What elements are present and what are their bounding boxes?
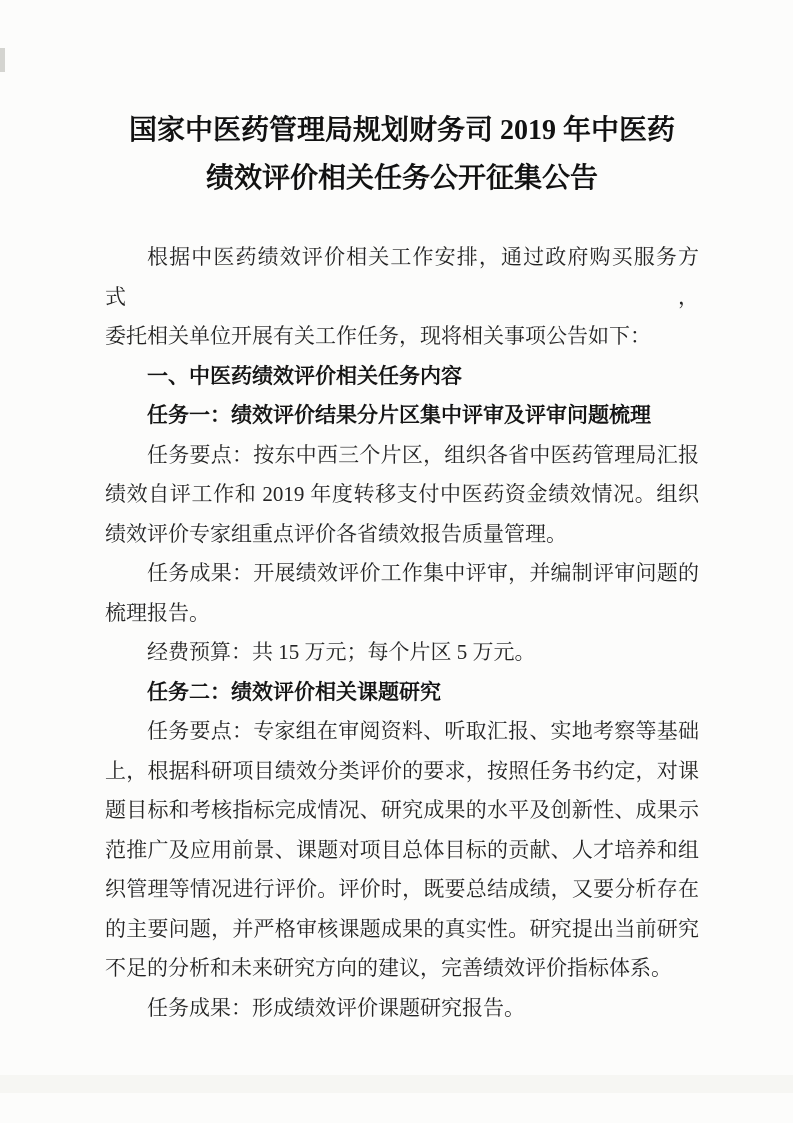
task-2-points-line-6: 的主要问题，并严格审核课题成果的真实性。研究提出当前研究 bbox=[105, 916, 699, 941]
document-content bbox=[105, 0, 699, 1028]
task-1-heading: 任务一：绩效评价结果分片区集中评审及评审问题梳理 bbox=[147, 404, 651, 427]
document-body bbox=[105, 238, 699, 1028]
section-1-heading: 一、中医药绩效评价相关任务内容 bbox=[147, 364, 462, 388]
task-2-points-line-3: 题目标和考核指标完成情况、研究成果的水平及创新性、成果示 bbox=[105, 798, 699, 822]
intro-line-2: 委托相关单位开展有关工作任务，现将相关事项公告如下： bbox=[105, 324, 651, 348]
scan-artifact bbox=[0, 48, 5, 72]
task-1-points-line-1: 任务要点：按东中西三个片区，组织各省中医药管理局汇报 bbox=[147, 442, 699, 467]
task-1-points-line-3: 绩效评价专家组重点评价各省绩效报告质量管理。 bbox=[105, 521, 567, 546]
task-1-points-line-2: 绩效自评工作和 2019 年度转移支付中医药资金绩效情况。组织 bbox=[105, 482, 699, 506]
task-2-points-line-5: 织管理等情况进行评价。评价时，既要总结成绩，又要分析存在 bbox=[105, 877, 699, 901]
scan-shading bbox=[0, 1075, 793, 1093]
task-2-points-line-2: 上，根据科研项目绩效分类评价的要求，按照任务书约定，对课 bbox=[105, 758, 699, 783]
intro-line-1: 根据中医药绩效评价相关工作安排，通过政府购买服务方式， bbox=[105, 245, 699, 309]
document-title bbox=[105, 107, 699, 203]
task-1-result-line-1: 任务成果：开展绩效评价工作集中评审，并编制评审问题的 bbox=[147, 561, 699, 585]
task-2-points-line-7: 不足的分析和未来研究方向的建议，完善绩效评价指标体系。 bbox=[105, 956, 672, 980]
task-2-points-line-4: 范推广及应用前景、课题对项目总体目标的贡献、人才培养和组 bbox=[105, 837, 699, 862]
task-1-budget-line: 经费预算：共 15 万元；每个片区 5 万元。 bbox=[147, 640, 536, 664]
task-2-result-line: 任务成果：形成绩效评价课题研究报告。 bbox=[147, 995, 525, 1020]
title-line-2: 绩效评价相关任务公开征集公告 bbox=[205, 163, 598, 194]
task-2-heading: 任务二：绩效评价相关课题研究 bbox=[147, 680, 441, 704]
task-2-points-line-1: 任务要点：专家组在审阅资料、听取汇报、实地考察等基础 bbox=[147, 719, 699, 743]
title-line-1: 国家中医药管理局规划财务司 2019 年中医药 bbox=[128, 115, 675, 146]
task-1-result-line-2: 梳理报告。 bbox=[105, 600, 210, 625]
